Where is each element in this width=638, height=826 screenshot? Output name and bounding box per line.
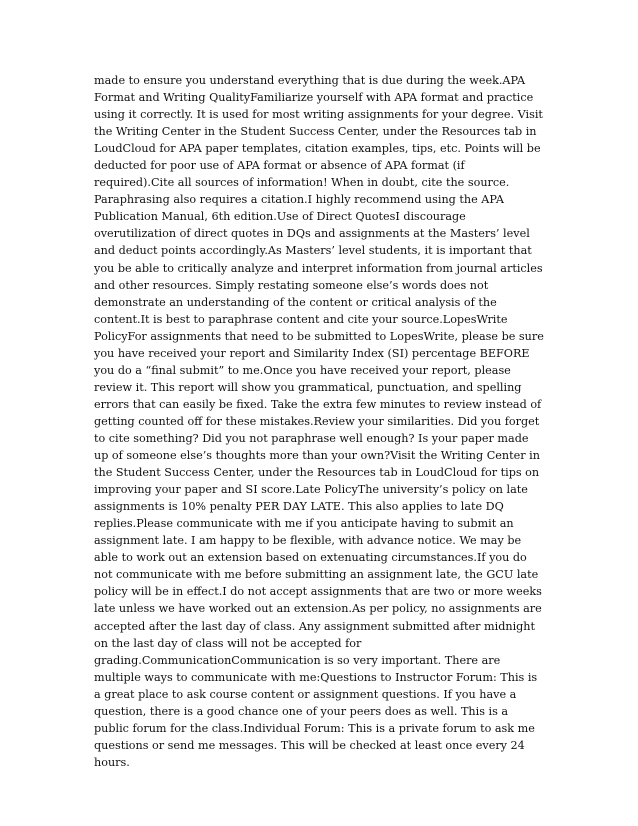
body-text: made to ensure you understand everything that is due during the week.APA Format and Writing QualityFamiliarize yourself with APA format and practice using it correctly. It is used for most writing assignments for your degree. Visit the Writing Center in the Student Success Center, under the Resources tab in LoudCloud for APA paper templates, citation examples, tips, etc. Points will be deducted for poor use of APA format or absence of APA format (if required).Cite all sources of information! When in doubt, cite the source. Paraphrasing also requires a citation.I highly recommend using the APA Publication Manual, 6th edition.Use of Direct QuotesI discourage overutilization of direct quotes in DQs and assignments at the Masters’ level and deduct points accordingly.As Masters’ level students, it is important that you be able to critically analyze and interpret information from journal articles and other resources. Simply restating someone else’s words does not demonstrate an understanding of the content or critical analysis of the content.It is best to paraphrase content and cite your source.LopesWrite PolicyFor assignments that need to be submitted to LopesWrite, please be sure you have received your report and Similarity Index (SI) percentage BEFORE you do a “final submit” to me.Once you have received your report, please review it. This report will show you grammatical, punctuation, and spelling errors that can easily be fixed. Take the extra few minutes to review instead of getting counted off for these mistakes.Review your similarities. Did you forget to cite something? Did you not paraphrase well enough? Is your paper made up of someone else’s thoughts more than your own?Visit the Writing Center in the Student Success Center, under the Resources tab in LoudCloud for tips on improving your paper and SI score.Late PolicyThe university’s policy on late assignments is 10% penalty PER DAY LATE. This also applies to late DQ replies.Please communicate with me if you anticipate having to submit an assignment late. I am happy to be flexible, with advance notice. We may be able to work out an extension based on extenuating circumstances.If you do not communicate with me before submitting an assignment late, the GCU late policy will be in effect.I do not accept assignments that are two or more weeks late unless we have worked out an extension.As per policy, no assignments are accepted after the last day of class. Any assignment submitted after midnight on the last day of class will not be accepted for grading.CommunicationCommunication is so very important. There are multiple ways to communicate with me:Questions to Instructor Forum: This is a great place to ask course content or assignment questions. If you have a question, there is a good chance one of your peers does as well. This is a public forum for the class.Individual Forum: This is a private forum to ask me questions or send me messages. This will be checked at least once every 24 hours. — [94, 74, 544, 769]
